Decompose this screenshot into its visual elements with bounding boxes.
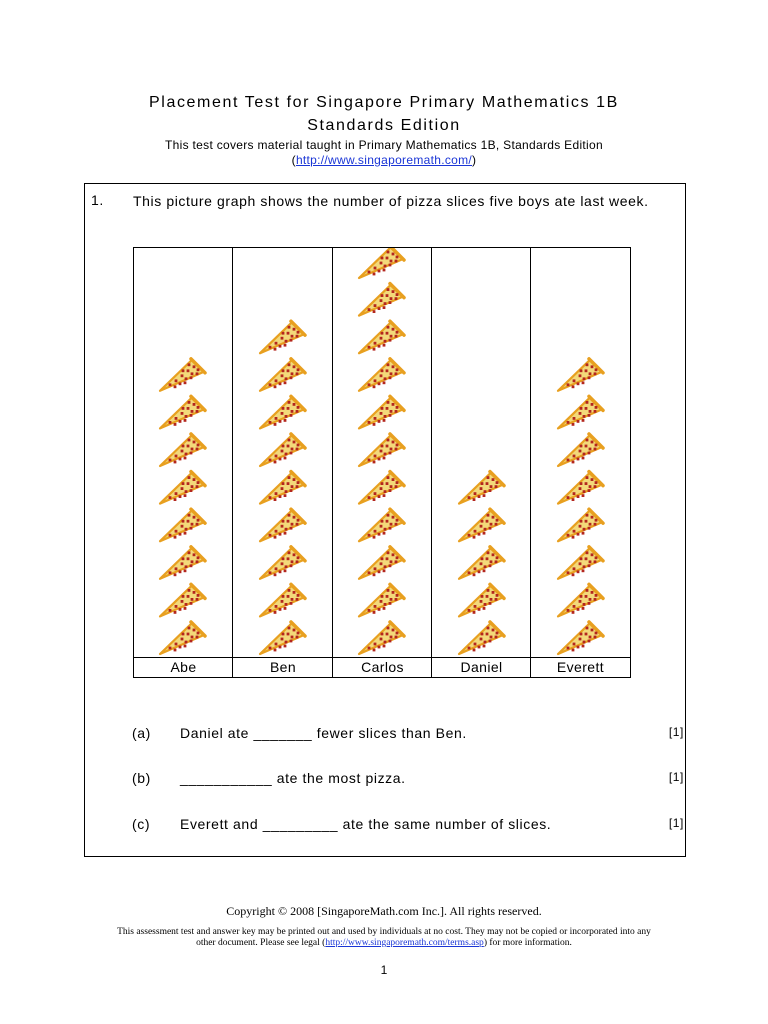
usage-notice-line1: This assessment test and answer key may be printed out and used by individuals at no cost. They may not be copied or incorporated into any	[117, 927, 651, 937]
pizza-slice-icon	[260, 434, 305, 466]
part-text: ___________ ate the most pizza.	[180, 770, 406, 786]
pizza-slice-icon	[359, 321, 404, 353]
subtitle-link-line	[0, 153, 768, 167]
pizza-slice-icon	[260, 509, 305, 541]
part-marks: [1]	[668, 770, 684, 784]
category-label-daniel: Daniel	[460, 659, 503, 675]
usage-notice-line2	[0, 938, 768, 949]
pizza-slice-icon	[558, 584, 603, 616]
pizza-slice-icon	[359, 509, 404, 541]
pizza-slice-icon	[359, 584, 404, 616]
category-label-abe: Abe	[170, 659, 197, 675]
name-bar	[134, 657, 630, 678]
pizza-slice-icon	[260, 547, 305, 579]
pizza-slice-icon	[160, 472, 205, 504]
pizza-slice-icon	[260, 359, 305, 391]
pizza-slice-icon	[558, 472, 603, 504]
pizza-slice-icon	[160, 396, 205, 428]
notice-text-pre: other document. Please see legal (	[196, 938, 326, 948]
part-label: (c)	[132, 816, 151, 832]
page-subtitle: This test covers material taught in Primary Mathematics 1B, Standards Edition	[165, 138, 603, 152]
pizza-slice-icon	[558, 509, 603, 541]
pizza-slice-icon	[160, 622, 205, 654]
pizza-slice-icon	[260, 584, 305, 616]
pizza-slice-icon	[558, 434, 603, 466]
pizza-slice-icon	[359, 396, 404, 428]
page-number: 1	[380, 963, 388, 977]
category-label-everett: Everett	[556, 659, 605, 675]
pizza-slice-icon	[459, 472, 504, 504]
pizza-slice-icon	[160, 359, 205, 391]
pizza-slice-icon	[359, 472, 404, 504]
pizza-slice-icon	[459, 509, 504, 541]
usage-notice	[0, 927, 768, 949]
part-label: (b)	[132, 770, 151, 786]
pizza-slice-icon	[558, 359, 603, 391]
pizza-slice-icon	[160, 434, 205, 466]
question-text: This picture graph shows the number of pizza slices five boys ate last week.	[133, 193, 649, 209]
pizza-slice-icon	[459, 584, 504, 616]
pizza-slice-icon	[160, 509, 205, 541]
pizza-slice-icon	[359, 284, 404, 316]
pizza-slices	[134, 248, 630, 657]
pizza-slice-icon	[260, 472, 305, 504]
question-number: 1.	[91, 192, 104, 208]
part-text: Daniel ate _______ fewer slices than Ben.	[180, 725, 467, 741]
picture-graph	[133, 247, 631, 678]
category-label-carlos: Carlos	[361, 659, 404, 675]
pizza-slice-icon	[260, 622, 305, 654]
category-label-ben: Ben	[269, 659, 297, 675]
pizza-slice-icon	[558, 547, 603, 579]
pizza-slice-icon	[558, 622, 603, 654]
terms-link[interactable]: http://www.singaporemath.com/terms.asp	[325, 938, 484, 948]
pizza-slice-icon	[459, 547, 504, 579]
part-marks: [1]	[668, 725, 684, 739]
question-box	[84, 183, 686, 857]
page-title: Placement Test for Singapore Primary Mathematics 1B	[149, 94, 619, 111]
part-label: (a)	[132, 725, 151, 741]
singaporemath-link[interactable]: http://www.singaporemath.com/	[295, 153, 473, 167]
pizza-slice-icon	[359, 547, 404, 579]
part-marks: [1]	[668, 816, 684, 830]
pizza-slice-icon	[160, 547, 205, 579]
pizza-slice-icon	[459, 622, 504, 654]
copyright-notice: Copyright © 2008 [SingaporeMath.com Inc.]. All rights reserved.	[226, 904, 542, 918]
pizza-slice-icon	[160, 584, 205, 616]
page-title-edition: Standards Edition	[307, 117, 461, 134]
part-text: Everett and _________ ate the same number of slices.	[180, 816, 552, 832]
link-paren-close: )	[472, 153, 477, 167]
pizza-slice-icon	[359, 622, 404, 654]
pizza-slice-icon	[359, 359, 404, 391]
pizza-slice-icon	[359, 434, 404, 466]
pizza-slice-icon	[260, 396, 305, 428]
pizza-slice-icon	[260, 321, 305, 353]
pizza-slice-icon	[359, 248, 404, 278]
pizza-slice-icon	[558, 396, 603, 428]
link-paren-open: (	[291, 153, 296, 167]
notice-text-post: ) for more information.	[483, 938, 572, 948]
